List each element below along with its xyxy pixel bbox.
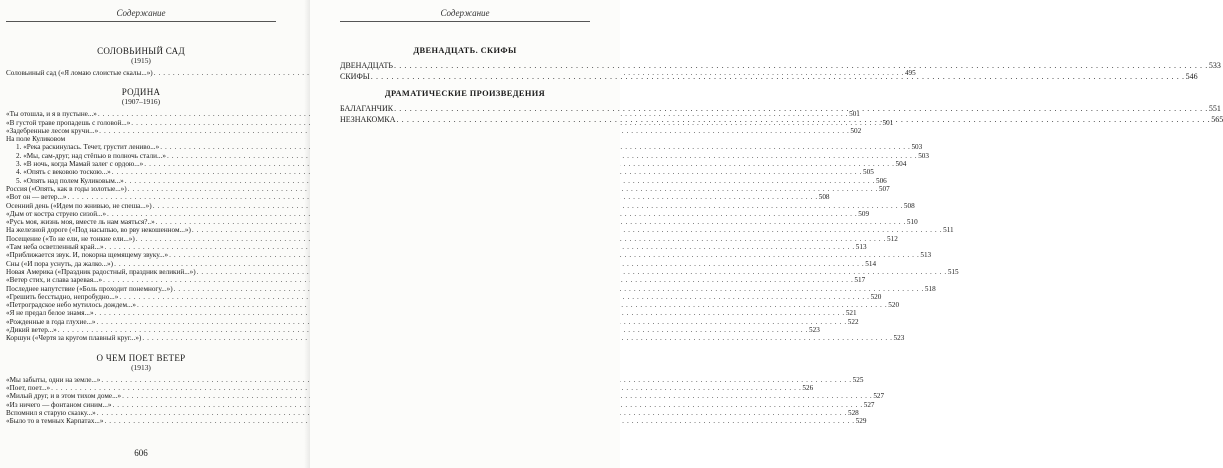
entry-title: Последнее напутствие («Боль проходит понемногу...») — [6, 284, 173, 293]
entry-title: «Русь моя, жизнь моя, вместе ль нам маяться?..» — [6, 218, 155, 227]
entry-title: Соловьиный сад («Я ломаю слоистые скалы...») — [6, 69, 153, 77]
entry-title: «Рожденные в года глухие...» — [6, 317, 96, 326]
entry-title: «Ветер стих, и слава заревая...» — [6, 276, 103, 285]
entry-page: 528 — [847, 408, 859, 417]
entry-page: 515 — [947, 267, 959, 276]
entry-title: «Задебренные лесом кручи...» — [6, 126, 99, 135]
section-years: (1915) — [131, 56, 151, 65]
entry-title: Новая Америка («Праздник радостный, праздник великий...») — [6, 267, 196, 276]
section-title: ДВЕНАДЦАТЬ. СКИФЫ — [413, 46, 517, 55]
entry-title: Россия («Опять, как в годы золотые...») — [6, 184, 127, 193]
toc-entry — [6, 243, 867, 252]
toc-entry — [6, 392, 885, 401]
toc-entry — [6, 184, 890, 193]
entry-title: «Милый друг, и в этом тихом доме...» — [6, 392, 122, 401]
running-head: Содержание — [116, 8, 166, 18]
toc-entry — [6, 226, 954, 235]
entry-page: 505 — [863, 168, 874, 177]
entry-page: 503 — [911, 143, 923, 152]
entry-page: 514 — [865, 259, 877, 268]
toc-entry — [6, 251, 932, 260]
dot-leader — [371, 71, 1185, 82]
toc-entry — [6, 218, 918, 227]
entry-page: 551 — [1208, 104, 1221, 113]
toc-entry — [6, 234, 898, 243]
running-head: Содержание — [440, 8, 490, 18]
entry-page: 520 — [888, 301, 900, 310]
entry-title: «Поет, поет...» — [6, 383, 51, 392]
toc-entry — [340, 103, 1221, 114]
section-title: ДРАМАТИЧЕСКИЕ ПРОИЗВЕДЕНИЯ — [384, 89, 546, 98]
toc-entry — [6, 160, 907, 169]
entry-page: 529 — [855, 417, 867, 426]
entry-page: 527 — [863, 400, 875, 409]
entry-page: 495 — [904, 69, 916, 77]
entry-page: 512 — [887, 234, 898, 243]
entry-page: 533 — [1208, 61, 1221, 70]
entry-page: 504 — [895, 160, 907, 169]
section-spacer — [6, 343, 276, 353]
toc-subheading: На поле Куликовом — [6, 135, 66, 144]
entry-title: Сны («И пора уснуть, да жалко...») — [6, 259, 114, 268]
entry-page: 509 — [858, 209, 870, 218]
toc-entry — [6, 383, 814, 392]
entry-title: НЕЗНАКОМКА — [340, 115, 396, 124]
section-years: (1913) — [131, 362, 151, 372]
section-years: (1907–1916) — [121, 97, 161, 107]
dot-leader — [396, 114, 1210, 125]
toc-entry — [6, 143, 923, 152]
entry-page: 501 — [882, 118, 894, 127]
entry-page: 518 — [924, 284, 936, 293]
toc-entry — [6, 126, 862, 135]
entry-title: «Дикий ветер...» — [6, 326, 57, 335]
toc-entry — [6, 209, 870, 218]
entry-page: 522 — [847, 317, 859, 326]
entry-page: 523 — [893, 334, 905, 343]
entry-page: 517 — [854, 276, 866, 285]
toc-entry — [6, 176, 887, 185]
entry-page: 526 — [802, 383, 814, 392]
entry-page: 513 — [920, 251, 932, 260]
entry-title: 5. «Опять над полем Куликовым...» — [16, 176, 124, 185]
toc-entry — [6, 110, 860, 119]
entry-page: 520 — [870, 292, 882, 301]
entry-page: 523 — [809, 326, 820, 335]
section-title: О ЧЕМ ПОЕТ ВЕТЕР — [96, 352, 186, 363]
page-number: 606 — [134, 448, 148, 458]
section-spacer — [6, 77, 276, 87]
entry-page: 511 — [943, 226, 954, 235]
entry-title: «Было то в темных Карпатах...» — [6, 417, 104, 426]
entry-page: 521 — [845, 309, 857, 318]
entry-title: «Приближается звук. И, покорна щемящему звуку...» — [6, 251, 169, 260]
entry-title: СКИФЫ — [340, 72, 370, 81]
section-title: СОЛОВЬИНЫЙ САД — [97, 46, 185, 56]
entry-page: 546 — [1185, 72, 1198, 81]
entry-title: Посещение («То не ели, не тонкие ели...») — [6, 234, 135, 243]
entry-title: «Дым от костра струею сизой...» — [6, 209, 107, 218]
toc-entry — [6, 326, 820, 335]
toc-entry — [6, 193, 830, 202]
section-title: РОДИНА — [121, 87, 161, 98]
entry-title: Осенний день («Идем по жнивью, не спеша...») — [6, 201, 152, 210]
entry-title: БАЛАГАНЧИК — [340, 104, 394, 113]
toc-entry — [6, 284, 936, 293]
toc-entry — [6, 408, 859, 417]
toc-entry — [6, 292, 882, 301]
entry-title: «Мы забыты, одни на земле...» — [6, 375, 101, 384]
entry-page: 506 — [875, 176, 887, 185]
toc-entry — [6, 151, 929, 160]
entry-title: ДВЕНАДЦАТЬ — [340, 61, 394, 70]
toc-entry — [340, 60, 1221, 71]
entry-title: 2. «Мы, сам-друг, над стёпью в полночь стали...» — [16, 151, 166, 160]
toc-entry — [6, 276, 866, 285]
entry-title: «В густой траве пропадешь с головой...» — [6, 118, 131, 127]
entry-title: «Там неба осветленный край...» — [6, 243, 104, 252]
entry-page: 507 — [878, 184, 890, 193]
entry-page: 525 — [852, 375, 864, 384]
dot-leader — [394, 103, 1208, 114]
toc-entry — [6, 417, 867, 426]
toc-entry — [6, 267, 959, 276]
toc-entry — [6, 259, 877, 268]
entry-title: 4. «Опять с вековою тоскою...» — [16, 168, 111, 177]
section-spacer — [340, 82, 590, 89]
toc-entry — [6, 201, 915, 210]
entry-title: «Я не предал белое знамя...» — [6, 309, 94, 318]
entry-title: «Петроградское небо мутилось дождем...» — [6, 301, 137, 310]
entry-title: «Ты отошла, и я в пустыне...» — [6, 110, 97, 119]
toc-entry — [6, 301, 900, 310]
entry-page: 508 — [818, 193, 830, 202]
entry-title: «Вот он — ветер...» — [6, 193, 67, 202]
entry-page: 565 — [1211, 115, 1223, 124]
toc-entry — [6, 400, 875, 409]
toc-entry — [6, 168, 874, 177]
toc-entry — [6, 317, 859, 326]
entry-title: Вспомнил я старую сказку...» — [6, 408, 96, 417]
entry-title: «Из ничего — фонтаном синим...» — [6, 400, 112, 409]
entry-page: 527 — [873, 392, 885, 401]
entry-page: 513 — [855, 243, 867, 252]
entry-page: 510 — [906, 218, 918, 227]
entry-title: 3. «В ночь, когда Мамай залег с ордою...» — [16, 160, 144, 169]
entry-title: Коршун («Чертя за кругом плавный круг...») — [6, 334, 142, 343]
dot-leader — [394, 60, 1208, 71]
entry-title: 1. «Река раскинулась. Течет, грустит лениво...» — [16, 143, 160, 152]
entry-title: На железной дороге («Под насыпью, во рву некошенном...») — [6, 226, 191, 235]
toc-entry — [6, 375, 864, 384]
entry-page: 508 — [903, 201, 915, 210]
toc-entry — [6, 309, 857, 318]
entry-page: 501 — [849, 110, 860, 119]
header-rule — [340, 21, 590, 22]
header-rule — [6, 21, 276, 22]
entry-page: 503 — [918, 151, 929, 160]
entry-title: «Грешить бесстыдно, непробудно...» — [6, 292, 119, 301]
toc-entry — [6, 334, 905, 343]
entry-page: 502 — [850, 126, 862, 135]
